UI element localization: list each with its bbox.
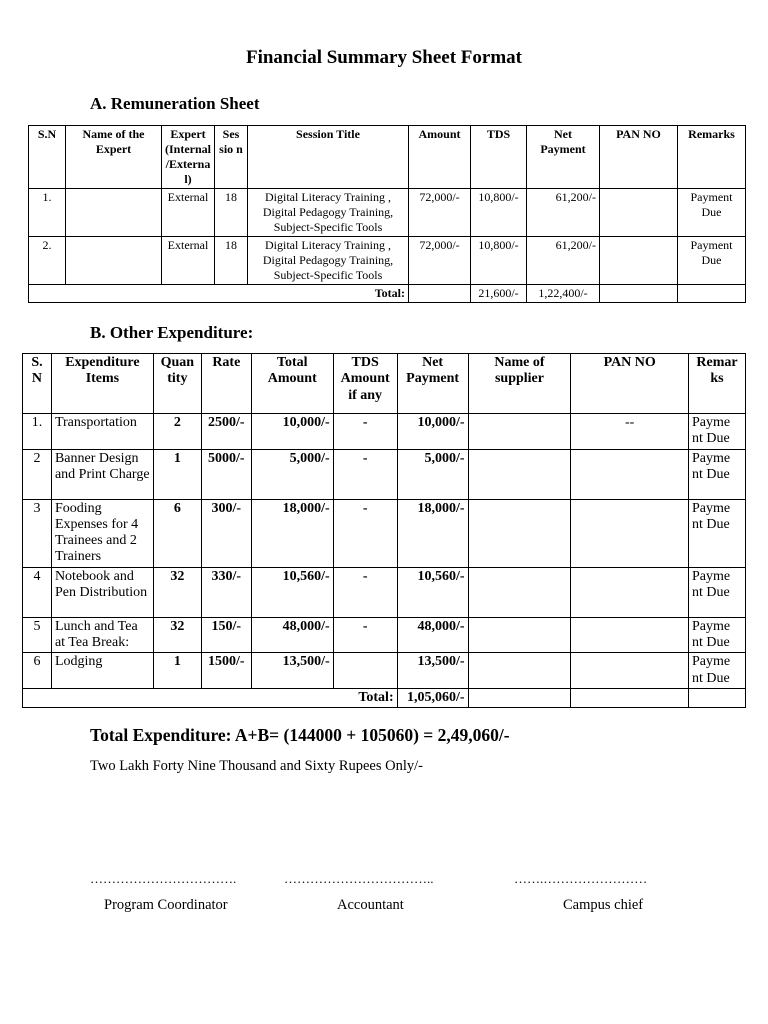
table-row	[23, 449, 746, 499]
cell-session: 18	[215, 237, 248, 285]
col-header: TDS	[471, 126, 527, 189]
cell-remarks: Payme nt Due	[688, 414, 745, 450]
cell-tds	[333, 653, 397, 689]
cell-qty: 6	[153, 499, 201, 567]
cell-pan	[600, 237, 678, 285]
cell-net: 10,560/-	[397, 567, 468, 617]
cell-item: Lodging	[51, 653, 153, 689]
cell-remarks: Payme nt Due	[688, 449, 745, 499]
cell-pan: --	[571, 414, 689, 450]
cell-net: 48,000/-	[397, 617, 468, 653]
signature-line: …………………………….	[90, 871, 237, 886]
col-header: Net Payment	[397, 354, 468, 414]
cell-amount	[409, 285, 471, 303]
signature-line: …….……………………	[514, 871, 648, 886]
cell-remarks	[678, 285, 746, 303]
total-row	[23, 688, 746, 707]
cell-remarks: Payment Due	[678, 237, 746, 285]
table-header-row	[23, 354, 746, 414]
cell-sn: 2	[23, 449, 52, 499]
cell-total: 48,000/-	[251, 617, 333, 653]
cell-sn: 6	[23, 653, 52, 689]
cell-sn: 5	[23, 617, 52, 653]
cell-remarks: Payment Due	[678, 189, 746, 237]
cell-total: 10,000/-	[251, 414, 333, 450]
cell-supplier	[468, 653, 571, 689]
total-tds: 21,600/-	[471, 285, 527, 303]
total-net: 1,05,060/-	[397, 688, 468, 707]
cell-tds: 10,800/-	[471, 237, 527, 285]
remuneration-table	[28, 125, 746, 303]
cell-remarks: Payme nt Due	[688, 567, 745, 617]
col-header: Amount	[409, 126, 471, 189]
cell-sn: 3	[23, 499, 52, 567]
cell-sn: 4	[23, 567, 52, 617]
cell-net: 18,000/-	[397, 499, 468, 567]
col-header: Ses sio n	[215, 126, 248, 189]
accountant-label: Accountant	[337, 897, 404, 913]
cell-amount: 72,000/-	[409, 237, 471, 285]
cell-tds: -	[333, 567, 397, 617]
total-label: Total:	[23, 688, 398, 707]
cell-supplier	[468, 567, 571, 617]
amount-in-words: Two Lakh Forty Nine Thousand and Sixty Rupees Only/-	[90, 758, 423, 774]
cell-remarks: Payme nt Due	[688, 653, 745, 689]
col-header: Session Title	[248, 126, 409, 189]
col-header: Quan tity	[153, 354, 201, 414]
cell-item: Banner Design and Print Charge	[51, 449, 153, 499]
cell-rate: 5000/-	[201, 449, 251, 499]
cell-tds: -	[333, 499, 397, 567]
col-header: TDS Amount if any	[333, 354, 397, 414]
col-header: Total Amount	[251, 354, 333, 414]
table-row	[29, 237, 746, 285]
col-header: Remarks	[678, 126, 746, 189]
document-title: Financial Summary Sheet Format	[245, 47, 522, 68]
cell-net: 10,000/-	[397, 414, 468, 450]
signature-line: ……………………………..	[284, 871, 434, 886]
cell-rate: 300/-	[201, 499, 251, 567]
cell-sn: 1.	[29, 189, 66, 237]
cell-supplier	[468, 499, 571, 567]
col-header: Expenditure Items	[51, 354, 153, 414]
cell-session-title: Digital Literacy Training , Digital Pedagogy Training, Subject-Specific Tools	[248, 189, 409, 237]
col-header: Name of the Expert	[66, 126, 162, 189]
cell-expert: External	[162, 189, 215, 237]
cell-supplier	[468, 688, 571, 707]
campus-chief-label: Campus chief	[563, 897, 644, 913]
col-header: PAN NO	[571, 354, 689, 414]
cell-item: Fooding Expenses for 4 Trainees and 2 Trainers	[51, 499, 153, 567]
total-expenditure: Total Expenditure: A+B= (144000 + 105060) = 2,49,060/-	[90, 725, 510, 745]
cell-amount: 72,000/-	[409, 189, 471, 237]
cell-rate: 1500/-	[201, 653, 251, 689]
cell-pan	[600, 285, 678, 303]
cell-name	[66, 189, 162, 237]
cell-session-title: Digital Literacy Training , Digital Pedagogy Training, Subject-Specific Tools	[248, 237, 409, 285]
total-row	[29, 285, 746, 303]
cell-qty: 1	[153, 449, 201, 499]
section-a-heading: A. Remuneration Sheet	[90, 94, 260, 113]
cell-expert: External	[162, 237, 215, 285]
cell-tds: 10,800/-	[471, 189, 527, 237]
table-row	[23, 414, 746, 450]
cell-net: 61,200/-	[527, 189, 600, 237]
cell-qty: 1	[153, 653, 201, 689]
cell-remarks: Payme nt Due	[688, 499, 745, 567]
other-expenditure-table	[22, 353, 746, 708]
table-row	[29, 189, 746, 237]
section-b-heading: B. Other Expenditure:	[90, 323, 254, 342]
cell-pan	[571, 617, 689, 653]
cell-pan	[600, 189, 678, 237]
cell-item: Notebook and Pen Distribution	[51, 567, 153, 617]
cell-total: 10,560/-	[251, 567, 333, 617]
table-row	[23, 499, 746, 567]
cell-supplier	[468, 617, 571, 653]
total-label: Total:	[29, 285, 409, 303]
cell-session: 18	[215, 189, 248, 237]
cell-net: 5,000/-	[397, 449, 468, 499]
cell-tds: -	[333, 449, 397, 499]
col-header: S.N	[29, 126, 66, 189]
cell-pan	[571, 449, 689, 499]
cell-total: 13,500/-	[251, 653, 333, 689]
cell-item: Transportation	[51, 414, 153, 450]
cell-pan	[571, 688, 689, 707]
cell-qty: 2	[153, 414, 201, 450]
cell-rate: 150/-	[201, 617, 251, 653]
cell-net: 61,200/-	[527, 237, 600, 285]
cell-supplier	[468, 414, 571, 450]
program-coordinator-label: Program Coordinator	[104, 897, 228, 913]
col-header: Net Payment	[527, 126, 600, 189]
col-header: Name of supplier	[468, 354, 571, 414]
cell-pan	[571, 653, 689, 689]
total-net: 1,22,400/-	[527, 285, 600, 303]
cell-qty: 32	[153, 567, 201, 617]
col-header: S. N	[23, 354, 52, 414]
cell-tds: -	[333, 617, 397, 653]
cell-item: Lunch and Tea at Tea Break:	[51, 617, 153, 653]
cell-sn: 2.	[29, 237, 66, 285]
col-header: Rate	[201, 354, 251, 414]
cell-rate: 2500/-	[201, 414, 251, 450]
cell-sn: 1.	[23, 414, 52, 450]
col-header: Expert (Internal /Externa l)	[162, 126, 215, 189]
col-header: Remar ks	[688, 354, 745, 414]
table-row	[23, 653, 746, 689]
table-row	[23, 617, 746, 653]
table-row	[23, 567, 746, 617]
cell-pan	[571, 567, 689, 617]
cell-remarks	[688, 688, 745, 707]
cell-remarks: Payme nt Due	[688, 617, 745, 653]
col-header: PAN NO	[600, 126, 678, 189]
cell-total: 18,000/-	[251, 499, 333, 567]
cell-supplier	[468, 449, 571, 499]
cell-rate: 330/-	[201, 567, 251, 617]
table-header-row	[29, 126, 746, 189]
cell-net: 13,500/-	[397, 653, 468, 689]
cell-name	[66, 237, 162, 285]
cell-pan	[571, 499, 689, 567]
cell-tds: -	[333, 414, 397, 450]
cell-qty: 32	[153, 617, 201, 653]
cell-total: 5,000/-	[251, 449, 333, 499]
